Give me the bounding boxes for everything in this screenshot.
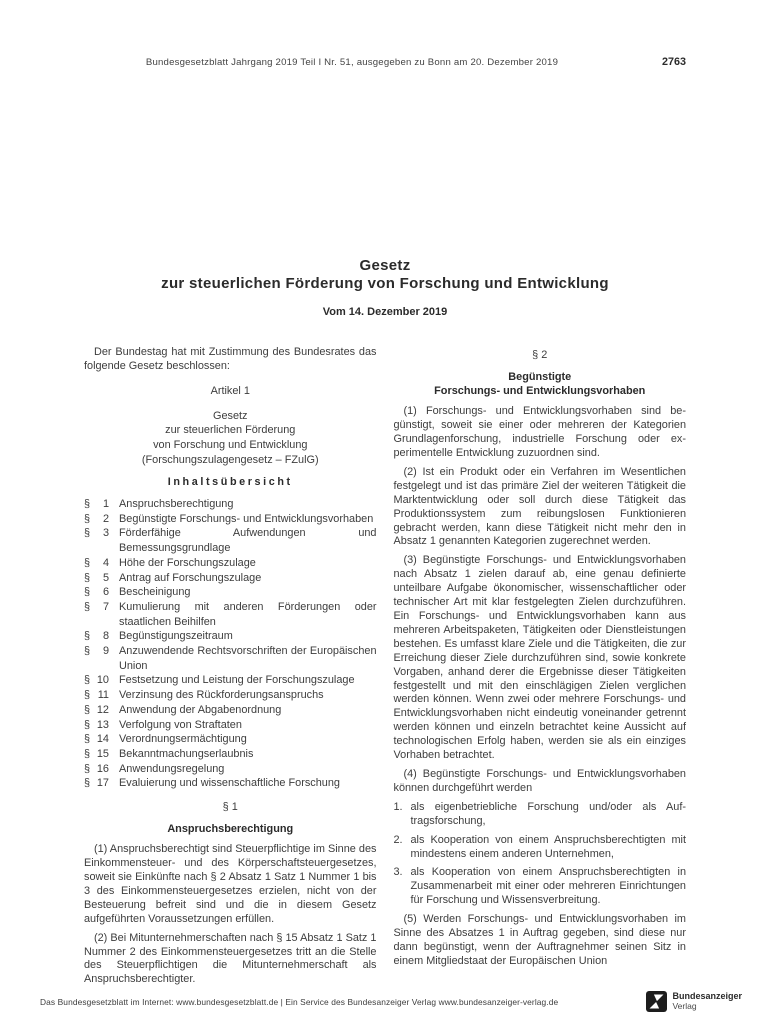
list-item-number: 2. — [393, 833, 403, 846]
toc-entry-label: Bescheinigung — [119, 586, 191, 599]
toc-entry-number: 7 — [102, 600, 109, 613]
section-sign: § — [84, 512, 91, 525]
toc-entry-number: 4 — [102, 556, 109, 569]
toc-entry — [84, 644, 377, 673]
toc-entry-label: Anzuwendende Rechtsvorschriften der Europäischen Union — [119, 645, 377, 672]
section-sign: § — [84, 718, 91, 731]
left-column — [84, 346, 377, 992]
toc-entry-label: Begünstigte Forschungs- und Entwicklungsvorhaben — [119, 512, 374, 525]
section-2-number: § 2 — [532, 349, 548, 361]
section-sign: § — [84, 674, 91, 687]
toc-entry-label: Festsetzung und Leistung der Forschungszulage — [119, 674, 355, 687]
list-item-text: als Kooperation von einem Anspruchsberechtigten mit mindestens einem anderen Unternehmen, — [410, 833, 686, 860]
section-2-title-line: Begünstigte — [508, 370, 572, 383]
body-paragraph: (1) Anspruchsberechtigt sind Steuerpflichtige im Sinne des Einkommensteuer- und des Körperschaftsteuergesetzes, soweit sie Einkünfte nach § 2 Absatz 1 Satz 1 Nummer 1 bis 3 des Einkommensteuergesetzes erzielen, nicht von der Besteuerung befreit sind und die in diesem Gesetz aufgeführten Voraussetzungen erfüllen. — [84, 843, 377, 925]
list-item-number: 1. — [393, 800, 403, 813]
footer-imprint-text: Das Bundesgesetzblatt im Internet: www.bundesgesetzblatt.de | Ein Service des Bundesanzeiger Verlag www.bundesanzeiger-verlag.de — [40, 996, 559, 1007]
header-journal-line: Bundesgesetzblatt Jahrgang 2019 Teil I Nr. 51, ausgegeben zu Bonn am 20. Dezember 2019 — [145, 57, 559, 68]
publisher-name: Bundesanzeiger — [672, 991, 742, 1002]
toc-entry-number: 9 — [102, 645, 109, 658]
body-paragraph: (2) Bei Mitunternehmerschaften nach § 15 Absatz 1 Satz 1 Nummer 2 des Einkommensteuergesetzes tritt an die Stelle des Steuerpflichtigen die Mitunternehmerschaft als Anspruchsberechtigter. — [84, 931, 377, 986]
toc-entry — [84, 526, 377, 555]
publisher-logo-text — [672, 992, 742, 1010]
section-sign: § — [84, 703, 91, 716]
toc-entry — [84, 556, 377, 571]
toc-entry-number: 13 — [96, 718, 109, 731]
body-paragraph: (4) Begünstigte Forschungs- und Entwicklungsvorhaben können durchgeführt werden — [393, 767, 686, 794]
section-sign: § — [84, 556, 91, 569]
toc-entry-number: 17 — [96, 777, 109, 790]
toc-entry — [84, 776, 377, 791]
toc-entry — [84, 512, 377, 527]
article-title-line: Gesetz — [212, 409, 248, 422]
section-1-number: § 1 — [222, 801, 238, 814]
section-1-body — [84, 843, 377, 987]
intro-paragraph: Der Bundestag hat mit Zustimmung des Bundesrates das folgende Gesetz beschlossen: — [84, 346, 377, 372]
toc-entry-number: 5 — [102, 571, 109, 584]
toc-entry — [84, 585, 377, 600]
article-title-line: (Forschungszulagengesetz – FZulG) — [141, 453, 319, 466]
toc-entry-label: Evaluierung und wissenschaftliche Forschung — [119, 777, 340, 790]
section-sign: § — [84, 600, 91, 613]
bundesanzeiger-logo-icon — [646, 991, 667, 1012]
toc-entry-label: Verfolgung von Straftaten — [119, 718, 242, 731]
section-sign: § — [84, 762, 91, 775]
toc-entry-label: Antrag auf Forschungszulage — [119, 571, 262, 584]
toc-entry-label: Kumulierung mit anderen Förderungen oder staatlichen Beihilfen — [119, 600, 377, 628]
section-2-numbered-list — [394, 801, 687, 908]
toc-entry-number: 15 — [96, 747, 109, 760]
right-column — [394, 346, 687, 992]
toc-list — [84, 497, 377, 791]
section-sign: § — [84, 747, 91, 760]
toc-entry — [84, 600, 377, 629]
toc-entry-label: Begünstigungszeitraum — [119, 630, 233, 643]
toc-entry-label: Anwendung der Abgabenordnung — [119, 703, 282, 716]
toc-entry — [84, 747, 377, 762]
toc-entry-label: Anspruchsberechtigung — [119, 498, 234, 510]
toc-entry — [84, 629, 377, 644]
toc-entry-number: 16 — [96, 762, 109, 775]
body-paragraph: (1) Forschungs- und Entwicklungsvorhaben sind begünstigt, soweit sie einer oder mehreren der Kategorien Grundlagenforschung, industrielle Forschung oder experimentelle Entwicklung zuzuordnen sind. — [393, 405, 686, 460]
section-1-title: Anspruchsberechtigung — [167, 822, 294, 835]
toc-entry — [84, 497, 377, 512]
article-title — [84, 409, 377, 467]
toc-entry-label: Höhe der Forschungszulage — [119, 556, 256, 569]
toc-entry-label: Förderfähige Aufwendungen und Bemessungsgrundlage — [119, 527, 377, 555]
article-title-line: von Forschung und Entwicklung — [153, 438, 308, 451]
section-sign: § — [84, 630, 91, 643]
toc-entry-label: Verzinsung des Rückforderungsanspruchs — [119, 689, 324, 702]
body-paragraph: (2) Ist ein Produkt oder ein Verfahren im Wesentlichen festgelegt und ist das primäre Ziel der weiteren Tätigkeit die Marktentwicklung oder soll durch diese Tätigkeit das Produktionssystem zum reibungslosen Funktionieren gebracht werden, kann diese Tätigkeit nicht mehr den in Absatz 1 genannten Kategorien zugerechnet werden. — [393, 465, 686, 548]
list-item-text: als eigenbetriebliche Forschung und/oder als Auftragsforschung, — [410, 800, 686, 827]
toc-entry — [84, 732, 377, 747]
toc-entry-label: Bekanntmachungserlaubnis — [119, 747, 254, 760]
article-heading: Artikel 1 — [210, 384, 250, 397]
numbered-list-item — [394, 866, 687, 908]
toc-entry-number: 2 — [102, 512, 109, 525]
toc-entry — [84, 762, 377, 777]
toc-heading: Inhaltsübersicht — [167, 476, 293, 489]
toc-entry-number: 14 — [96, 733, 109, 746]
page-number: 2763 — [661, 56, 686, 68]
numbered-list-item — [394, 834, 687, 862]
article-title-line: zur steuerlichen Förderung — [165, 424, 296, 437]
toc-entry-label: Verordnungsermächtigung — [119, 733, 247, 746]
law-title-line-2: zur steuerlichen Förderung von Forschung und Entwicklung — [161, 274, 609, 292]
toc-entry-number: 1 — [102, 498, 109, 510]
section-2-body — [394, 405, 687, 795]
law-title-line-1: Gesetz — [359, 257, 411, 274]
body-paragraph: (3) Begünstigte Forschungs- und Entwicklungsvorhaben nach Absatz 1 zielen darauf ab, eine genau definierte unteilbare Aufgabe ökonomischer, wissenschaftlicher oder technischer Art mit klar festgelegten Zielen durchzuführen. Ein Forschungs- und Entwicklungsvorhaben kann aus mehreren Arbeitspaketen, Tätigkeiten oder Dienstleistungen bestehen. Es umfasst klare Ziele und die Tätigkeiten, die zur Erreichung dieser Ziele durchzuführen sind, sowie konkrete Vorgaben, anhand derer die Ergebnisse dieser Tätigkeiten festgestellt und mit den einschlägigen Zielen verglichen werden können. Wenn zwei oder mehrere Forschungs- und Entwicklungsvorhaben nicht eindeutig voneinander getrennt werden können und einzeln betrachtet keine Aussicht auf technologischen Erfolg haben, werden sie als ein einziges Vorhaben betrachtet. — [393, 554, 686, 762]
section-sign: § — [84, 645, 91, 658]
toc-entry-number: 8 — [102, 630, 109, 643]
toc-entry — [84, 688, 377, 703]
section-sign: § — [84, 586, 91, 599]
section-sign: § — [84, 733, 91, 746]
list-item-text: als Kooperation von einem Anspruchsberechtigten in Zusammenarbeit mit einer oder mehreren Einrichtungen für Forschung und Wissensverbreitung. — [410, 866, 686, 907]
section-sign: § — [84, 527, 91, 540]
section-sign: § — [84, 689, 91, 702]
toc-entry-number: 3 — [102, 527, 109, 540]
section-sign: § — [84, 498, 91, 510]
section-sign: § — [84, 571, 91, 584]
list-item-number: 3. — [393, 866, 403, 879]
section-2-title-line: Forschungs- und Entwicklungsvorhaben — [434, 385, 646, 398]
section-2-title — [394, 370, 687, 398]
section-sign: § — [84, 777, 91, 790]
law-date-line: Vom 14. Dezember 2019 — [322, 306, 448, 318]
section-2-body-after-list — [394, 913, 687, 969]
toc-entry-number: 10 — [96, 674, 109, 687]
page-footer — [40, 991, 742, 1012]
numbered-list-item — [394, 801, 687, 829]
toc-entry — [84, 718, 377, 733]
toc-entry — [84, 673, 377, 688]
toc-entry-number: 11 — [97, 689, 109, 702]
toc-entry-label: Anwendungsregelung — [119, 762, 225, 775]
law-title-block — [0, 257, 770, 318]
publisher-subtitle: Verlag — [672, 1000, 697, 1011]
toc-entry-number: 12 — [96, 703, 109, 716]
publisher-logo — [646, 991, 742, 1012]
toc-entry — [84, 571, 377, 586]
toc-entry-number: 6 — [102, 586, 109, 599]
toc-entry — [84, 703, 377, 718]
body-paragraph: (5) Werden Forschungs- und Entwicklungsvorhaben im Sinne des Absatzes 1 in Auftrag gegeben, sind diese nur dann begünstigt, wenn der Auftragnehmer seinen Sitz in einem Mitgliedstaat der Europäischen Union — [393, 913, 686, 967]
content-columns — [84, 346, 686, 992]
